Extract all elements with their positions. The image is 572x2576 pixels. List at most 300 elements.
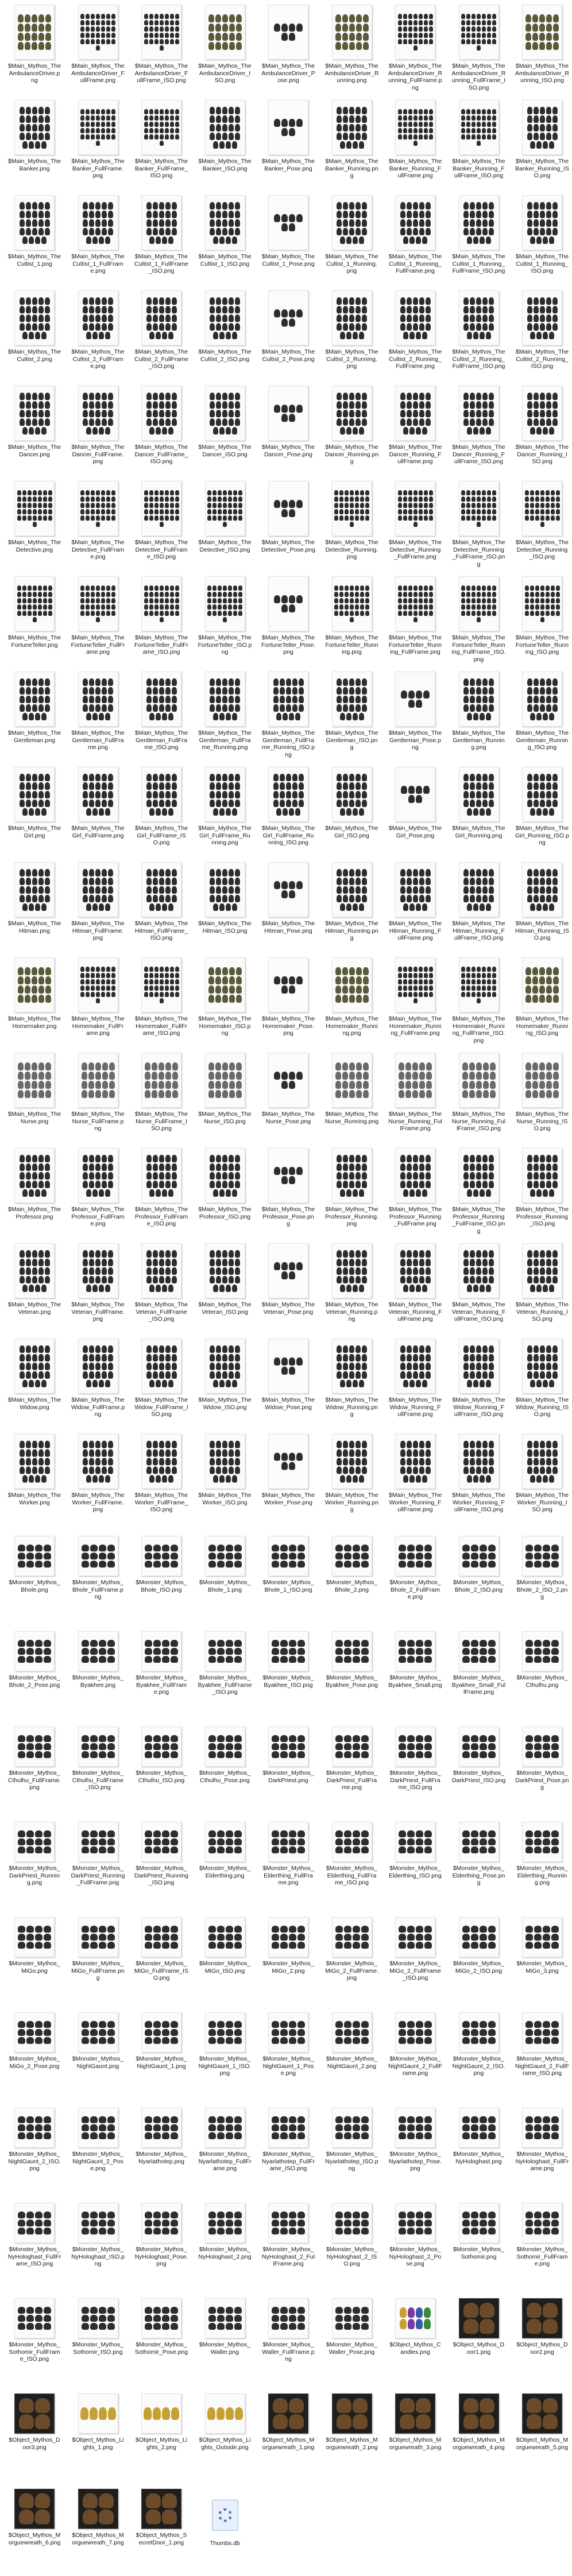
file-item[interactable] [515, 3, 570, 99]
sprite-frame [289, 1176, 295, 1184]
file-item[interactable] [515, 1242, 570, 1337]
file-item[interactable] [451, 385, 507, 480]
file-item[interactable] [261, 1337, 316, 1433]
file-item[interactable] [198, 1814, 253, 1909]
sprite-frame [355, 306, 361, 313]
file-item[interactable] [7, 861, 62, 956]
sprite-frame [153, 1345, 158, 1353]
file-item[interactable] [261, 2195, 316, 2290]
sprite-frame [18, 1561, 25, 1568]
sprite-frame [403, 986, 407, 991]
file-item[interactable] [261, 1433, 316, 1528]
file-item[interactable] [515, 1337, 570, 1433]
file-item[interactable] [134, 2100, 189, 2195]
file-item[interactable] [7, 1052, 62, 1147]
file-item[interactable] [71, 1147, 126, 1242]
file-item[interactable] [451, 1528, 507, 1623]
sprite-frame [216, 1259, 221, 1266]
file-item[interactable] [134, 1528, 189, 1623]
sprite-frame [107, 2132, 115, 2139]
file-item[interactable] [515, 1909, 570, 2004]
file-item[interactable] [451, 194, 507, 289]
sprite-frame [403, 1380, 408, 1387]
file-item[interactable] [261, 766, 316, 861]
file-item[interactable] [7, 194, 62, 289]
sprite-frame [473, 903, 478, 911]
file-item[interactable] [7, 1433, 62, 1528]
file-item[interactable] [388, 1814, 443, 1909]
file-item[interactable] [134, 194, 189, 289]
file-item[interactable] [7, 1528, 62, 1623]
file-item[interactable] [71, 1909, 126, 2004]
file-item[interactable] [71, 99, 126, 194]
file-item[interactable] [198, 1528, 253, 1623]
sprite-frame [540, 1276, 545, 1283]
file-item[interactable] [451, 1718, 507, 1814]
file-item[interactable] [388, 1052, 443, 1147]
file-item[interactable] [7, 766, 62, 861]
sprite-frame [208, 1090, 214, 1098]
sprite-frame [102, 678, 107, 686]
file-item[interactable] [71, 1242, 126, 1337]
file-item[interactable] [71, 1528, 126, 1623]
file-item[interactable] [515, 861, 570, 956]
file-item[interactable] [134, 1433, 189, 1528]
sprite-frame [108, 306, 113, 313]
sprite-frame [222, 24, 228, 32]
file-item[interactable] [324, 289, 380, 385]
sprite-frame [226, 1475, 231, 1483]
sprite-frame [463, 1363, 469, 1370]
file-item[interactable] [7, 1147, 62, 1242]
file-item[interactable] [134, 861, 189, 956]
file-item[interactable] [7, 385, 62, 480]
file-item[interactable] [451, 1433, 507, 1528]
sprite-frame [175, 986, 179, 991]
file-item[interactable] [71, 956, 126, 1052]
file-item[interactable] [261, 385, 316, 480]
sprite-frame [482, 992, 486, 997]
sprite-frame [32, 1163, 37, 1171]
file-item[interactable] [198, 956, 253, 1052]
sprite-frame [540, 1345, 545, 1353]
file-item[interactable] [324, 2100, 380, 2195]
file-item[interactable] [198, 194, 253, 289]
sprite-frame [165, 967, 169, 972]
file-item[interactable] [134, 2290, 189, 2385]
file-item[interactable] [388, 670, 443, 766]
file-item[interactable] [388, 766, 443, 861]
sprite-frame [530, 598, 534, 603]
file-item[interactable] [198, 480, 253, 575]
sprite-frame [476, 878, 481, 885]
file-item[interactable] [261, 1814, 316, 1909]
file-item[interactable] [134, 670, 189, 766]
sprite-frame [344, 2132, 351, 2139]
sprite-frame [489, 1363, 494, 1370]
file-item[interactable] [451, 861, 507, 956]
file-item[interactable] [388, 3, 443, 99]
sprite-frame [463, 1181, 469, 1188]
file-item[interactable] [261, 289, 316, 385]
file-item[interactable] [7, 1242, 62, 1337]
file-item[interactable] [134, 575, 189, 670]
file-item[interactable] [134, 289, 189, 385]
file-item[interactable] [324, 670, 380, 766]
sprite-frame [99, 1926, 106, 1933]
file-item[interactable] [134, 385, 189, 480]
file-item[interactable] [134, 2004, 189, 2100]
file-item[interactable] [261, 670, 316, 766]
file-item[interactable] [134, 1052, 189, 1147]
file-item[interactable] [261, 956, 316, 1052]
file-item[interactable] [134, 99, 189, 194]
sprite-frame [280, 2021, 288, 2028]
file-item[interactable] [515, 575, 570, 670]
file-item[interactable] [198, 2290, 253, 2385]
file-item[interactable] [71, 1052, 126, 1147]
file-item[interactable] [71, 1337, 126, 1433]
file-item[interactable] [515, 1623, 570, 1718]
file-item[interactable] [198, 1909, 253, 2004]
file-item[interactable] [7, 99, 62, 194]
file-item[interactable] [261, 194, 316, 289]
sprite-frame [45, 24, 51, 32]
file-item[interactable] [71, 2290, 126, 2385]
sprite-frame [426, 878, 431, 885]
file-item[interactable] [261, 575, 316, 670]
sprite-frame [168, 1380, 173, 1387]
file-item[interactable] [261, 480, 316, 575]
file-item[interactable] [388, 1528, 443, 1623]
file-item[interactable] [324, 2195, 380, 2290]
file-item[interactable] [7, 956, 62, 1052]
file-item[interactable] [324, 575, 380, 670]
file-item[interactable] [515, 480, 570, 575]
sprite-frame [20, 124, 25, 131]
file-thumbnail [395, 290, 435, 346]
file-item[interactable] [388, 99, 443, 194]
file-item[interactable] [515, 766, 570, 861]
file-item[interactable] [71, 289, 126, 385]
sprite-frame [26, 1553, 34, 1559]
file-item[interactable] [324, 1718, 380, 1814]
sprite-frame [349, 1090, 355, 1098]
sprite-frame [160, 992, 164, 997]
file-item[interactable] [324, 1909, 380, 2004]
sprite-frame [476, 323, 481, 331]
sprite-frame [337, 211, 342, 218]
sprite-frame [273, 774, 279, 781]
sprite-frame [171, 2021, 178, 2028]
sprite-frame [17, 509, 21, 514]
file-item[interactable] [388, 289, 443, 385]
sprite-frame [416, 795, 422, 803]
sprite-frame [38, 687, 44, 695]
file-item[interactable] [388, 1909, 443, 2004]
file-item[interactable] [451, 956, 507, 1052]
sprite-frame [102, 393, 107, 400]
file-item[interactable] [7, 1909, 62, 2004]
file-item[interactable] [515, 670, 570, 766]
file-item[interactable] [71, 766, 126, 861]
file-item[interactable] [515, 1147, 570, 1242]
file-item[interactable] [324, 2004, 380, 2100]
file-item[interactable] [324, 1814, 380, 1909]
file-item[interactable] [198, 1718, 253, 1814]
file-item[interactable] [7, 2100, 62, 2195]
file-thumbnail [14, 1822, 55, 1862]
sprite-frame [343, 1345, 348, 1353]
file-item[interactable] [388, 1433, 443, 1528]
file-name: $Monster_Mythos_DarkPriest.png [262, 1770, 314, 1784]
file-item[interactable] [7, 2195, 62, 2290]
file-item[interactable] [451, 1623, 507, 1718]
file-item[interactable] [134, 1147, 189, 1242]
sprite-frame [172, 401, 177, 409]
file-item[interactable] [7, 480, 62, 575]
sprite-frame [489, 895, 494, 902]
sprite-frame [26, 1846, 34, 1853]
file-item[interactable] [198, 861, 253, 956]
file-item[interactable] [198, 1433, 253, 1528]
file-item[interactable] [134, 1242, 189, 1337]
file-item[interactable] [324, 766, 380, 861]
file-item[interactable] [71, 575, 126, 670]
file-item[interactable] [261, 2004, 316, 2100]
file-item[interactable] [71, 385, 126, 480]
file-thumbnail [332, 672, 372, 727]
file-item[interactable] [388, 2100, 443, 2195]
file-item[interactable] [388, 2004, 443, 2100]
file-item[interactable] [134, 1814, 189, 1909]
file-item[interactable] [324, 1052, 380, 1147]
file-item[interactable] [134, 766, 189, 861]
file-item[interactable] [7, 670, 62, 766]
file-item[interactable] [324, 1242, 380, 1337]
sprite-frame [26, 211, 31, 218]
file-item[interactable] [324, 1528, 380, 1623]
file-thumbnail [522, 1434, 562, 1489]
file-item[interactable] [7, 1718, 62, 1814]
file-item[interactable] [198, 2004, 253, 2100]
file-item[interactable] [198, 1623, 253, 1718]
sprite-frame [363, 986, 369, 994]
file-item[interactable] [71, 480, 126, 575]
sprite-frame [362, 687, 367, 695]
file-item[interactable] [324, 956, 380, 1052]
file-item[interactable] [7, 1623, 62, 1718]
file-item[interactable] [451, 1052, 507, 1147]
file-item[interactable] [261, 2100, 316, 2195]
file-item[interactable] [7, 3, 62, 99]
file-item[interactable] [451, 2195, 507, 2290]
file-item[interactable] [261, 1052, 316, 1147]
file-item[interactable] [198, 1147, 253, 1242]
file-name: $Main_Mythos_TheWidow_Running_FullFrame_ISO.png [452, 1396, 505, 1418]
file-item[interactable] [198, 99, 253, 194]
sprite-frame [154, 134, 159, 139]
file-item[interactable] [388, 1623, 443, 1718]
file-item[interactable] [515, 194, 570, 289]
file-item[interactable] [134, 3, 189, 99]
file-item[interactable] [261, 3, 316, 99]
sprite-frame [26, 323, 31, 331]
file-item[interactable] [515, 1718, 570, 1814]
file-item[interactable] [198, 385, 253, 480]
sprite-frame [419, 611, 423, 616]
file-item[interactable] [515, 1433, 570, 1528]
file-item[interactable] [324, 3, 380, 99]
file-item[interactable] [198, 2100, 253, 2195]
file-item[interactable] [515, 2004, 570, 2100]
file-item[interactable] [388, 1147, 443, 1242]
file-item[interactable] [515, 2100, 570, 2195]
sprite-frame [429, 979, 433, 984]
file-item[interactable] [134, 1909, 189, 2004]
file-item[interactable] [388, 1337, 443, 1433]
sprite-frame [18, 2116, 25, 2123]
file-item[interactable] [134, 2195, 189, 2290]
file-item[interactable] [71, 2195, 126, 2290]
file-item[interactable] [7, 575, 62, 670]
file-item[interactable] [71, 670, 126, 766]
sprite-frame [346, 1475, 351, 1483]
file-item[interactable] [134, 1718, 189, 1814]
file-item[interactable] [451, 1147, 507, 1242]
file-item[interactable] [71, 194, 126, 289]
file-item[interactable] [71, 3, 126, 99]
file-item[interactable] [451, 2004, 507, 2100]
file-item[interactable] [261, 99, 316, 194]
file-item[interactable] [261, 1718, 316, 1814]
file-item[interactable] [324, 1623, 380, 1718]
file-item[interactable] [71, 1814, 126, 1909]
sprite-frame [540, 323, 545, 331]
file-item[interactable] [134, 956, 189, 1052]
file-item[interactable] [388, 1718, 443, 1814]
file-item[interactable] [7, 1814, 62, 1909]
file-item[interactable] [198, 670, 253, 766]
file-item[interactable] [324, 480, 380, 575]
file-item[interactable] [198, 575, 253, 670]
file-item[interactable] [198, 2195, 253, 2290]
file-item[interactable] [198, 1052, 253, 1147]
file-item[interactable] [515, 1814, 570, 1909]
file-item[interactable] [451, 289, 507, 385]
file-item[interactable] [451, 1242, 507, 1337]
file-item[interactable] [198, 1242, 253, 1337]
file-item[interactable] [7, 2290, 62, 2385]
file-item[interactable] [261, 1242, 316, 1337]
file-item[interactable] [324, 861, 380, 956]
file-item[interactable] [388, 1242, 443, 1337]
file-item[interactable] [324, 1337, 380, 1433]
file-item[interactable] [261, 1147, 316, 1242]
file-item[interactable] [7, 1337, 62, 1433]
file-item[interactable] [198, 3, 253, 99]
file-item[interactable] [71, 1433, 126, 1528]
file-item[interactable] [7, 289, 62, 385]
file-item[interactable] [451, 480, 507, 575]
file-item[interactable] [451, 99, 507, 194]
file-item[interactable] [71, 861, 126, 956]
file-item[interactable] [261, 1528, 316, 1623]
sprite-frame [398, 14, 402, 19]
sprite-frame [349, 107, 354, 114]
file-item[interactable] [388, 194, 443, 289]
file-item[interactable] [324, 1147, 380, 1242]
sprite-frame [102, 869, 107, 876]
file-item[interactable] [451, 766, 507, 861]
file-item[interactable] [198, 289, 253, 385]
file-item[interactable] [71, 2004, 126, 2100]
sprite-frame [219, 1475, 225, 1483]
sprite-frame [359, 903, 364, 911]
file-item[interactable] [71, 1623, 126, 1718]
file-item[interactable] [388, 2195, 443, 2290]
file-item[interactable] [388, 480, 443, 575]
file-item[interactable] [515, 289, 570, 385]
file-item[interactable] [198, 766, 253, 861]
sprite-frame [489, 1467, 494, 1474]
file-item[interactable] [515, 1528, 570, 1623]
file-item[interactable] [198, 1337, 253, 1433]
file-item[interactable] [451, 2100, 507, 2195]
file-item[interactable] [134, 1623, 189, 1718]
file-item[interactable] [515, 956, 570, 1052]
file-item[interactable] [324, 194, 380, 289]
file-item[interactable] [451, 1909, 507, 2004]
sprite-frame [540, 515, 544, 521]
file-item[interactable] [261, 861, 316, 956]
file-item[interactable] [324, 385, 380, 480]
file-item[interactable] [515, 1052, 570, 1147]
file-item[interactable] [515, 2195, 570, 2290]
file-item[interactable] [451, 3, 507, 99]
file-item[interactable] [388, 956, 443, 1052]
file-item[interactable] [261, 1909, 316, 2004]
sprite-frame [477, 141, 481, 146]
file-item[interactable] [71, 1718, 126, 1814]
sprite-frame [536, 332, 542, 339]
file-item[interactable] [451, 670, 507, 766]
sprite-frame [171, 1656, 178, 1663]
file-item[interactable] [515, 385, 570, 480]
file-item[interactable] [7, 2004, 62, 2100]
file-item[interactable] [324, 99, 380, 194]
file-item[interactable] [388, 861, 443, 956]
file-thumbnail [268, 1536, 308, 1576]
file-item[interactable] [388, 385, 443, 480]
file-item[interactable] [451, 1337, 507, 1433]
file-item[interactable] [134, 1337, 189, 1433]
sprite-frame [335, 967, 341, 975]
sprite-frame [106, 14, 110, 19]
file-item[interactable] [71, 2100, 126, 2195]
file-item[interactable] [515, 99, 570, 194]
file-item[interactable] [134, 480, 189, 575]
sprite-frame [20, 1172, 25, 1180]
sprite-frame [540, 598, 544, 603]
file-item[interactable] [324, 1433, 380, 1528]
file-item[interactable] [388, 575, 443, 670]
file-item[interactable] [451, 575, 507, 670]
file-item[interactable] [261, 1623, 316, 1718]
sprite-frame [461, 611, 465, 616]
file-item[interactable] [451, 1814, 507, 1909]
sprite-frame [170, 14, 174, 19]
